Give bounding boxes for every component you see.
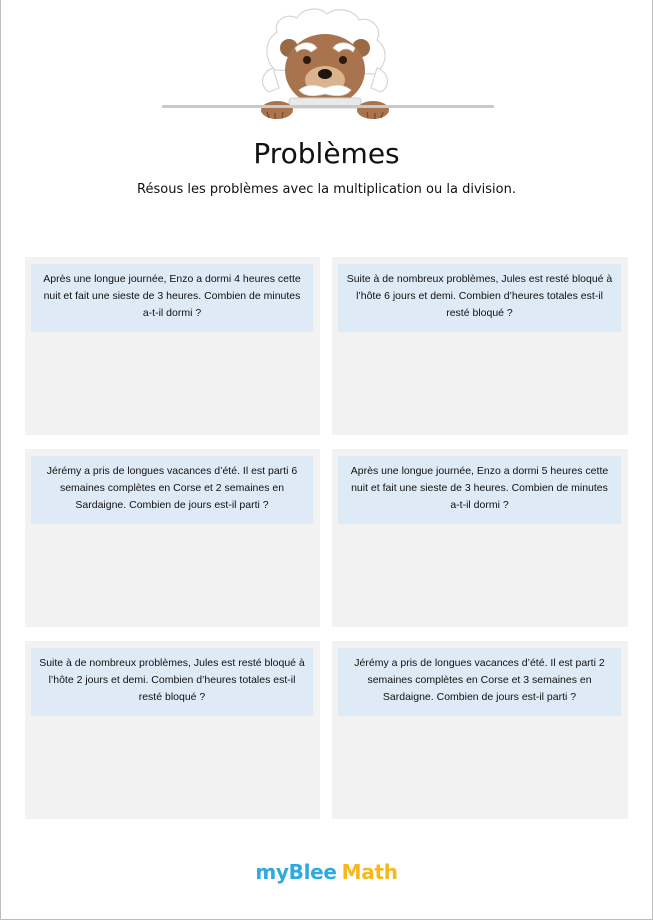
problem-question: Jérémy a pris de longues vacances d’été. Il est parti 2 semaines complètes en Corse et 3 semaines en Sardaigne. Combien de jours est-il parti ? [338, 648, 621, 716]
bear-mascot-icon [255, 8, 395, 120]
page-title: Problèmes [253, 137, 400, 170]
problem-card-1 [25, 257, 320, 435]
problem-card-4 [332, 449, 628, 627]
problem-question: Suite à de nombreux problèmes, Jules est resté bloqué à l’hôte 2 jours et demi. Combien d’heures totales est-il resté bloqué ? [31, 648, 313, 716]
problem-question: Jérémy a pris de longues vacances d’été. Il est parti 6 semaines complètes en Corse et 2 semaines en Sardaigne. Combien de jours est-il parti ? [31, 456, 313, 524]
brand-math: Math [341, 860, 398, 884]
problem-question: Après une longue journée, Enzo a dormi 4 heures cette nuit et fait une sieste de 3 heures. Combien de minutes a-t-il dormi ? [31, 264, 313, 332]
problem-question: Suite à de nombreux problèmes, Jules est resté bloqué à l’hôte 6 jours et demi. Combien d’heures totales est-il resté bloqué ? [338, 264, 621, 332]
brand-my: my [255, 860, 289, 884]
problem-question: Après une longue journée, Enzo a dormi 5 heures cette nuit et fait une sieste de 3 heures. Combien de minutes a-t-il dormi ? [338, 456, 621, 524]
problem-card-3 [25, 449, 320, 627]
header-rule [162, 105, 494, 108]
problems-grid [25, 257, 628, 819]
problem-card-2 [332, 257, 628, 435]
brand-logo [0, 860, 653, 884]
problem-card-6 [332, 641, 628, 819]
page-subtitle: Résous les problèmes avec la multiplication ou la division. [137, 182, 516, 197]
brand-blee: Blee [288, 860, 337, 884]
problem-card-5 [25, 641, 320, 819]
